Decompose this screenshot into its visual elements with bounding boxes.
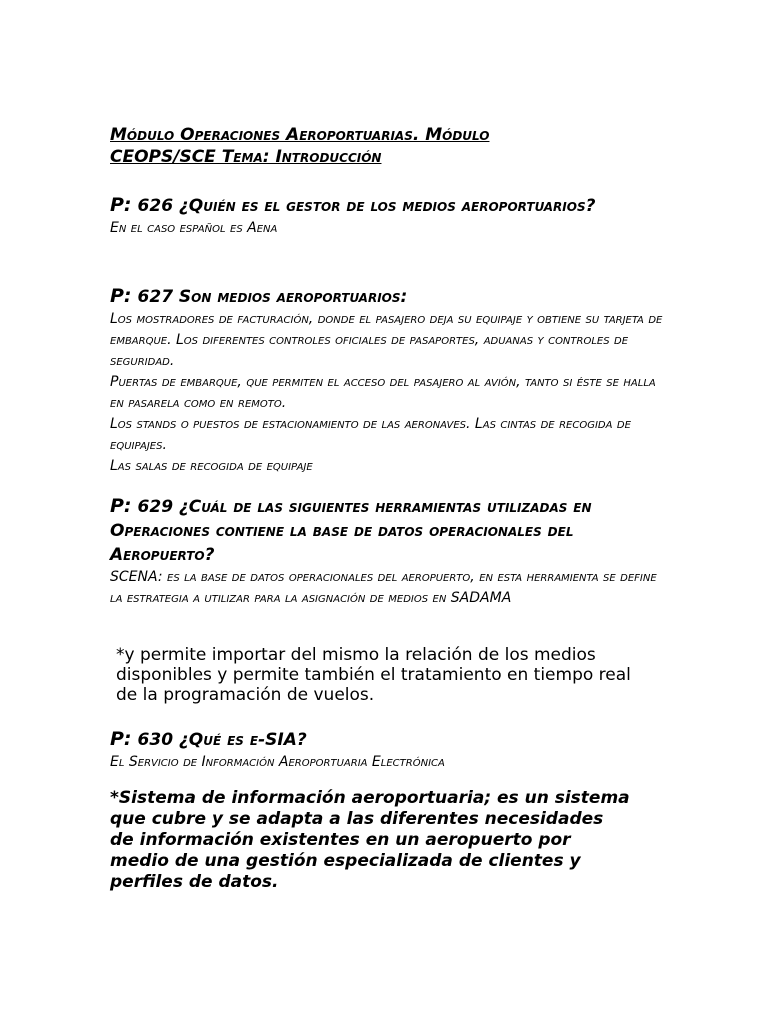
answer-627-paragraph-3: Los stands o puestos de estacionamiento de las aeronaves. Las cintas de recogida de equipajes. — [110, 416, 631, 453]
answer-629 — [110, 567, 670, 609]
question-629 — [110, 494, 670, 609]
note-629: *y permite importar del mismo la relación de los medios disponibles y permite también el tratamiento en tiempo real de la programación de vuelos. — [116, 645, 631, 705]
answer-629-body: es la base de datos operacionales del aeropuerto, en esta herramienta se define la estrategia a utilizar para la asignación de medios en — [110, 569, 657, 606]
answer-630: El Servicio de Información Aeroportuaria Electrónica — [110, 754, 445, 770]
question-626-heading — [110, 193, 670, 218]
document-title — [110, 124, 670, 168]
answer-629-lead: SCENA: — [110, 569, 163, 585]
question-prefix: P: — [110, 495, 132, 517]
title-line-2: CEOPS/SCE Tema: Introducción — [110, 147, 382, 167]
question-630 — [110, 727, 670, 773]
note-630: *Sistema de información aeroportuaria; es un sistema que cubre y se adapta a las diferentes necesidades de información existentes en un aeropuerto por medio de una gestión especializada de clientes y perfiles de datos. — [110, 788, 630, 892]
question-630-text: 630 ¿Qué es e-SIA? — [137, 730, 307, 750]
question-630-heading — [110, 727, 670, 752]
question-prefix: P: — [110, 728, 132, 750]
answer-626: En el caso español es Aena — [110, 220, 278, 236]
question-627 — [110, 284, 670, 477]
answer-627-paragraph-1: Los mostradores de facturación, donde el pasajero deja su equipaje y obtiene su tarjeta de embarque. Los diferentes controles oficiales de pasaportes, aduanas y controles de seguridad. — [110, 311, 663, 369]
question-627-heading — [110, 284, 670, 309]
question-627-text: 627 Son medios aeroportuarios: — [137, 287, 408, 307]
question-626-text: 626 ¿Quién es el gestor de los medios aeroportuarios? — [137, 196, 596, 216]
question-prefix: P: — [110, 285, 132, 307]
answer-629-tail: SADAMA — [450, 590, 512, 606]
question-626 — [110, 193, 670, 239]
answer-627-paragraph-4: Las salas de recogida de equipaje — [110, 458, 313, 474]
question-629-text: 629 ¿Cuál de las siguientes herramientas utilizadas en Operaciones contiene la base de datos operacionales del Aeropuerto? — [110, 497, 592, 565]
question-prefix: P: — [110, 194, 132, 216]
answer-627-paragraph-2: Puertas de embarque, que permiten el acceso del pasajero al avión, tanto si éste se halla en pasarela como en remoto. — [110, 374, 656, 411]
question-629-heading — [110, 494, 670, 567]
title-line-1: Módulo Operaciones Aeroportuarias. Módulo — [110, 125, 490, 145]
